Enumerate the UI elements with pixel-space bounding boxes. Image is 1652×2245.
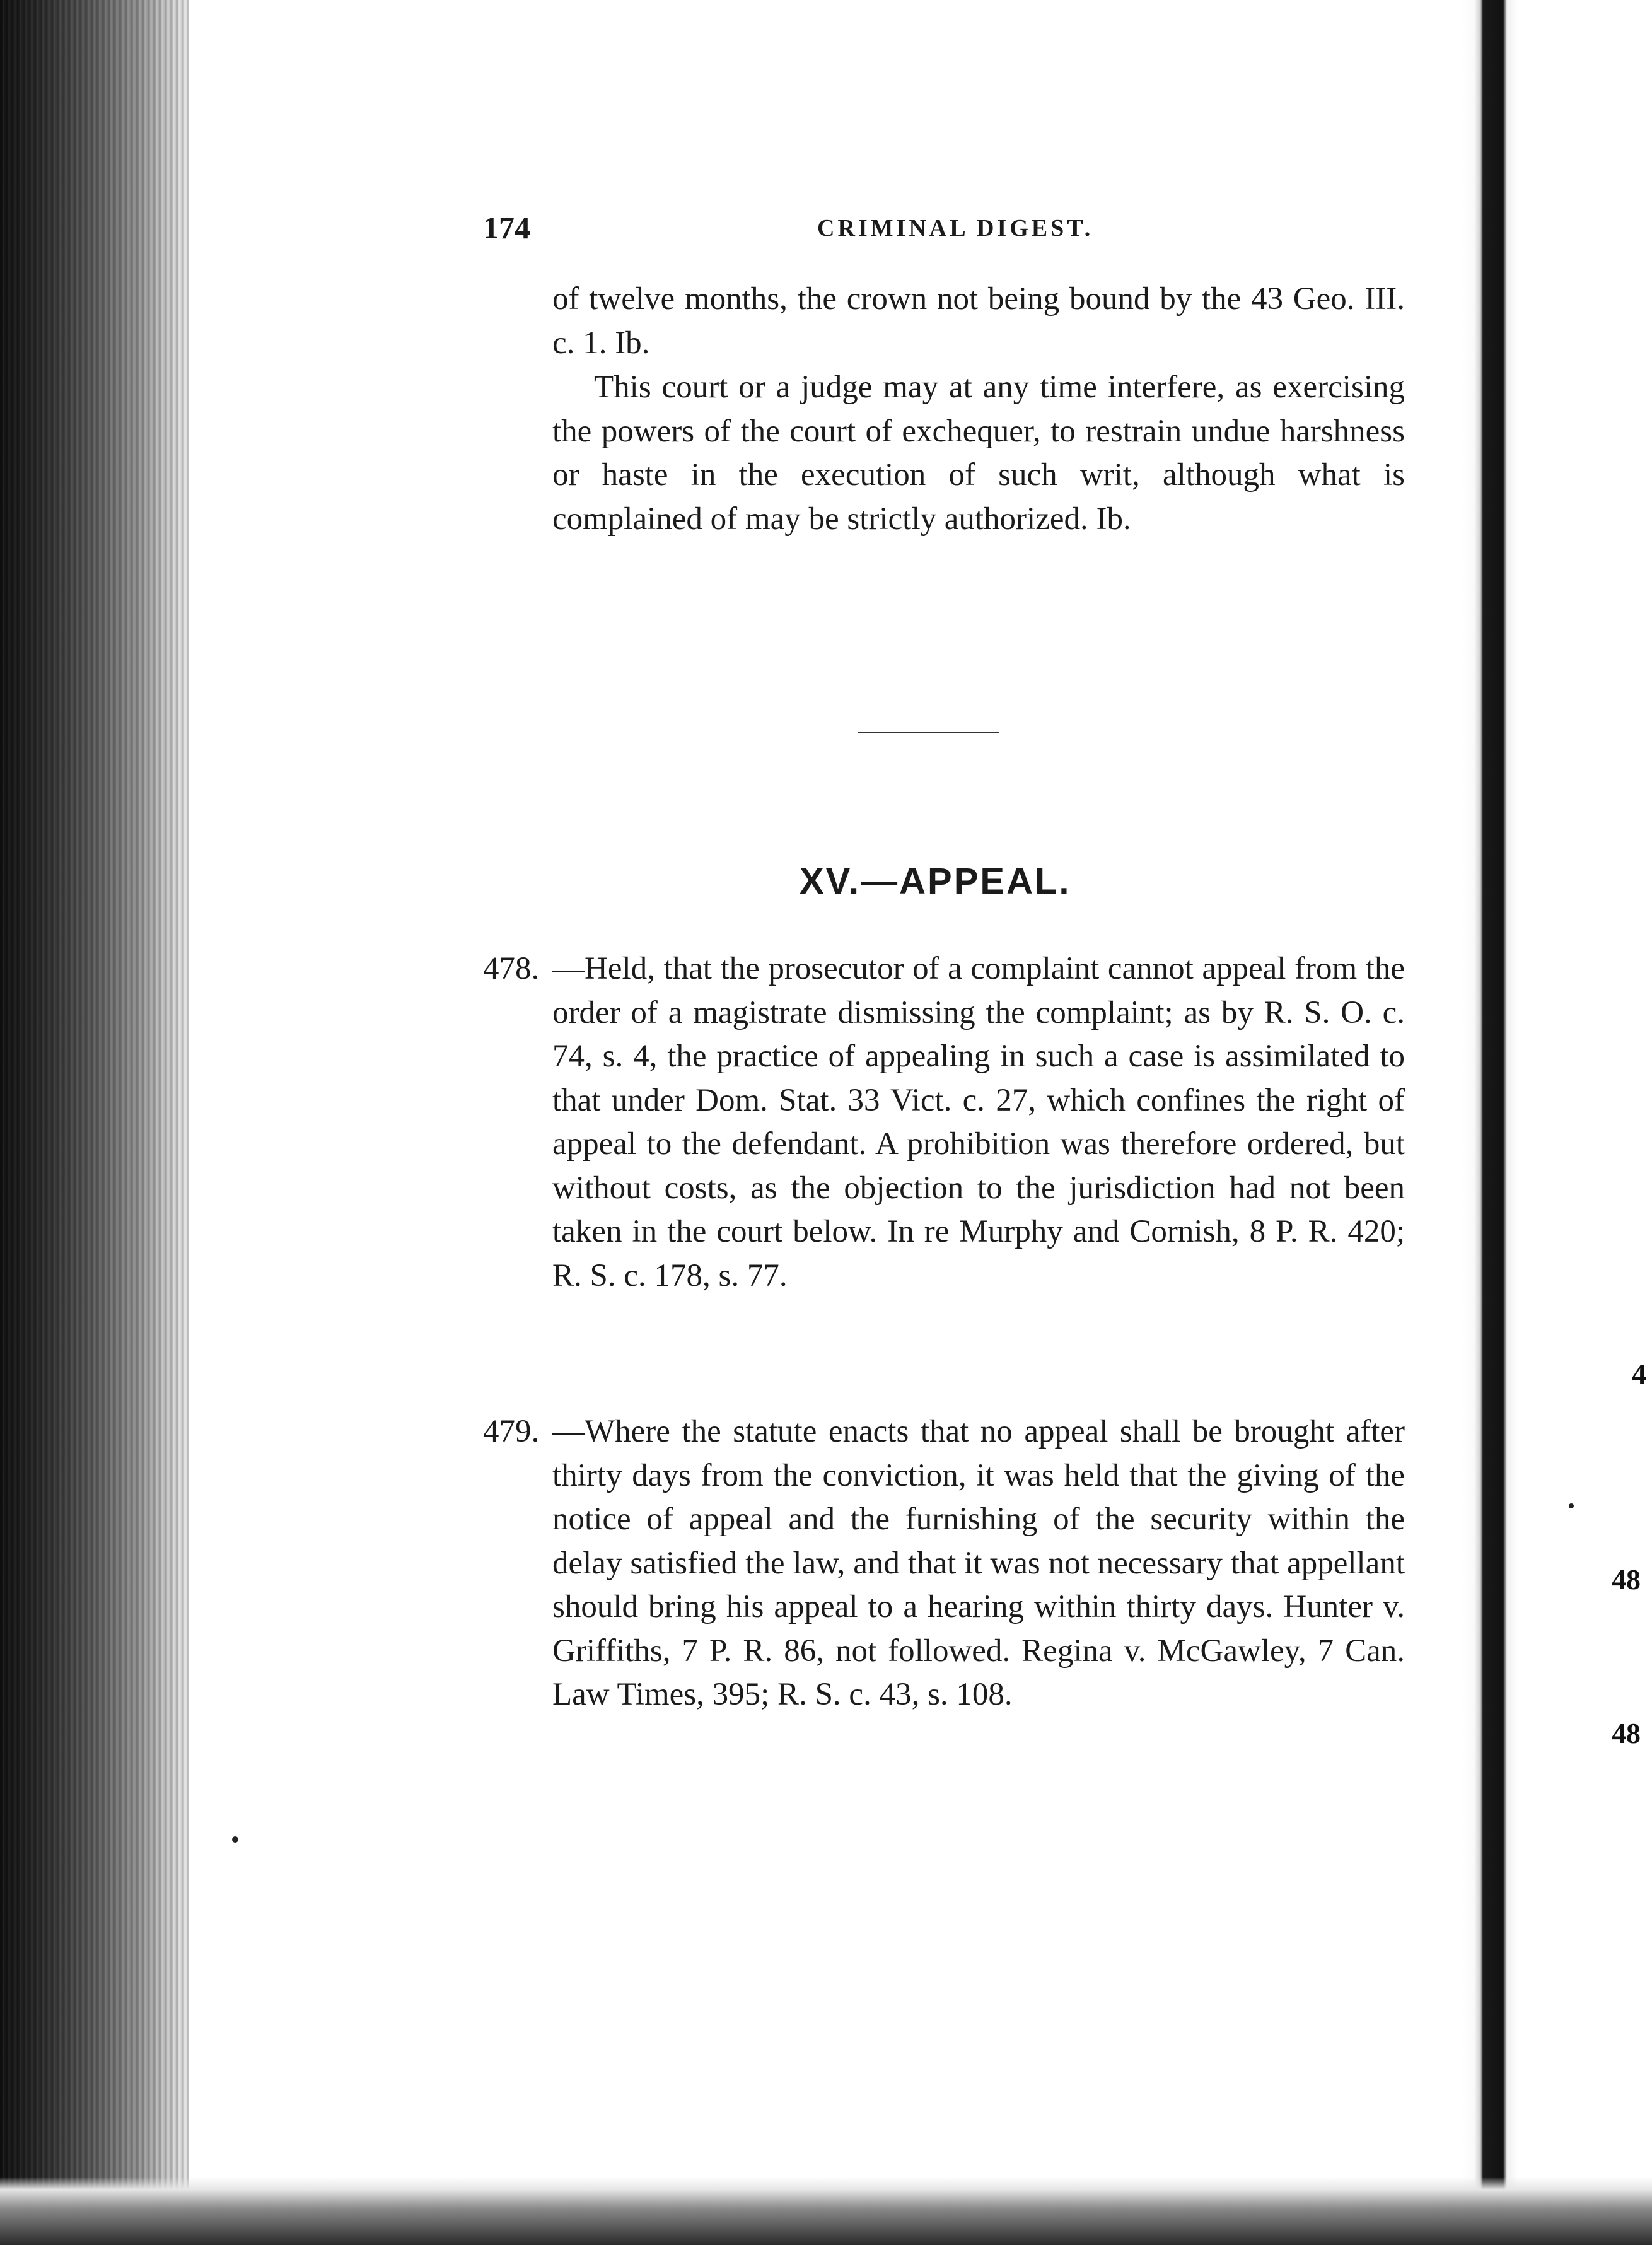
entry-text: —Held, that the prosecutor of a complaint cannot appeal from the order of a magistrate dismissing the complaint; as by R. S. O. c. 74, s. 4, the practice of appealing in such a case is assimilated to that under Dom. Stat. 33 Vict. c. 27, which confines the right of appeal to the defendant. A prohibition was therefore ordered, but without costs, as the objection to the jurisdiction had not been taken in the court below. In re Murphy and Cornish, 8 P. R. 420; R. S. c. 178, s. 77. xyxy=(552,951,1405,1293)
continued-paragraph: of twelve months, the crown not being bound by the 43 Geo. III. c. 1. Ib. xyxy=(552,281,1405,361)
book-gutter-right xyxy=(1462,0,1652,2245)
continued-paragraph: This court or a judge may at any time interfere, as exercising the powers of the court of exchequer, to restrain undue harshness or haste in the execution of such writ, although what is complained of may be strictly authorized. Ib. xyxy=(552,370,1405,537)
entry-number: 478. xyxy=(483,951,540,986)
page-header xyxy=(483,209,1405,247)
margin-fragment: 48 xyxy=(1612,1563,1641,1595)
margin-fragment: 4 xyxy=(1632,1358,1646,1390)
entry-number: 479. xyxy=(483,1414,540,1449)
digest-entry xyxy=(483,947,1405,1298)
scan-speck xyxy=(1569,1503,1574,1508)
section-divider-rule xyxy=(858,732,999,733)
digest-entry xyxy=(483,1410,1405,1717)
section-heading: XV.—APPEAL. xyxy=(800,861,1071,902)
running-head: CRIMINAL DIGEST. xyxy=(817,215,1094,242)
scan-shadow-bottom xyxy=(0,2177,1652,2245)
book-page-edges-left xyxy=(0,0,189,2245)
scan-speck xyxy=(232,1836,238,1843)
margin-fragment: 48 xyxy=(1612,1717,1641,1749)
page-number: 174 xyxy=(483,210,530,245)
entry-text: —Where the statute enacts that no appeal shall be brought after thirty days from the conviction, it was held that the giving of the notice of appeal and the furnishing of the security within the delay satisfied the law, and that it was not necessary that appellant should bring his appeal to a hearing within thirty days. Hunter v. Griffiths, 7 P. R. 86, not followed. Regina v. McGawley, 7 Can. Law Times, 395; R. S. c. 43, s. 108. xyxy=(552,1414,1405,1712)
